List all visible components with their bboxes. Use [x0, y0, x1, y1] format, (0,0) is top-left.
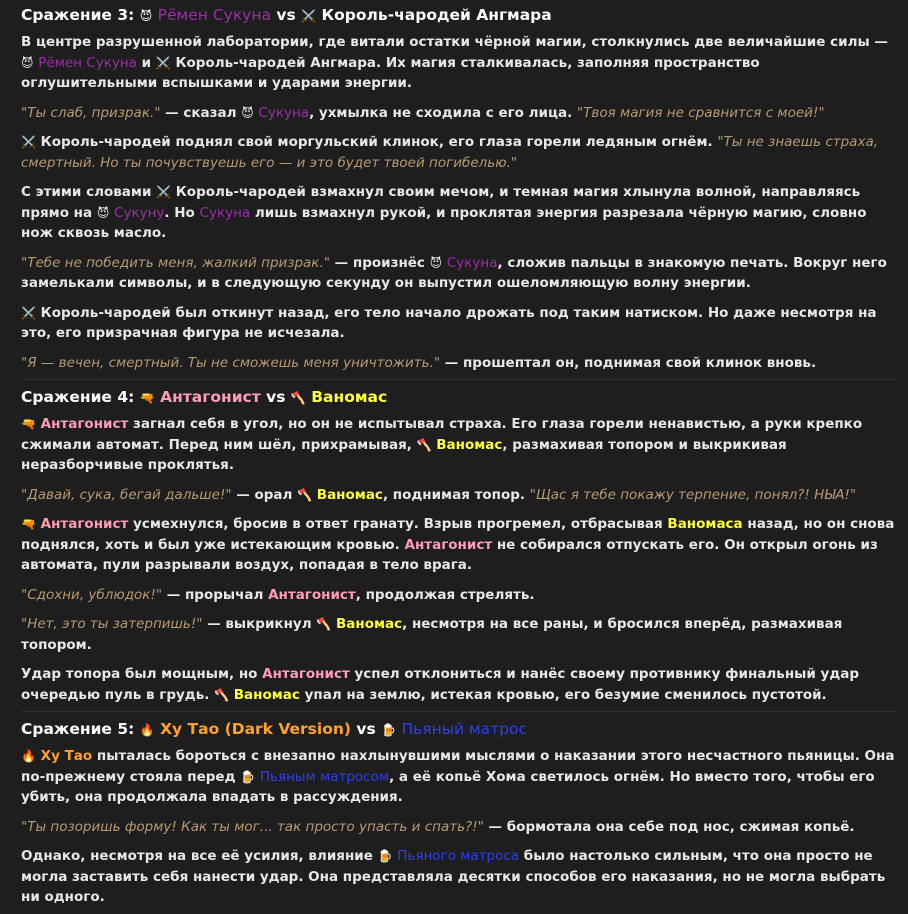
- quote-text: "Ты не знаешь страха, смертный. Но ты почувствуешь его — и это будет твоей погибелью.": [21, 134, 879, 171]
- text-run: и: [136, 54, 156, 71]
- story-paragraph: [21, 253, 898, 294]
- battle-section: [21, 379, 898, 711]
- axe-icon: 🪓: [416, 437, 432, 452]
- story-paragraph: [21, 746, 898, 808]
- text-run: — орал: [231, 486, 298, 503]
- text-run: vs: [351, 720, 382, 738]
- text-run: Король-чародей Ангмара. Их магия сталкивалась, заполняя пространство оглушительными вспышками и ударами энергии.: [21, 54, 760, 91]
- quote-text: "Сдохни, ублюдок!": [21, 586, 163, 603]
- text-run: В центре разрушенной лаборатории, где витали остатки чёрной магии, столкнулись две величайшие силы —: [21, 34, 888, 50]
- character-name: Сукуна: [446, 254, 498, 271]
- quote-text: "Давай, сука, бегай дальше!": [21, 486, 232, 503]
- character-name: Ваномас: [233, 686, 300, 703]
- text-run: Однако, несмотря на все её усилия, влияние: [21, 848, 378, 864]
- text-run: , продолжая стрелять.: [355, 586, 535, 603]
- text-run: vs: [271, 6, 302, 24]
- text-run: , поднимая топор.: [382, 486, 530, 503]
- character-name: Пьяным матросом: [259, 768, 390, 785]
- gun-icon: 🔫: [21, 417, 36, 431]
- battle-title: [21, 386, 898, 409]
- text-run: было настолько сильным, что она просто не могла заставить себя нанести удар. Она представляла десятки способов его наказания, но не могла выбрать ни одного.: [21, 848, 886, 905]
- text-run: не собирался отпускать его. Он открыл огонь из автомата, пули разрывали воздух, попадая в тело врага.: [21, 536, 878, 573]
- devil-icon: 😈: [21, 55, 34, 70]
- beer-icon: 🍺: [381, 723, 397, 737]
- character-name: Ваномас: [311, 388, 388, 406]
- text-run: назад, но он снова поднялся, хоть и был уже истекающим кровью.: [21, 516, 895, 553]
- text-run: Король-чародей Ангмара: [316, 6, 552, 24]
- story-paragraph: [21, 485, 898, 506]
- text-run: упал на землю, истекая кровью, его безумие сменилось пустотой.: [299, 686, 827, 703]
- story-paragraph: [21, 132, 898, 173]
- beer-icon: 🍺: [240, 769, 256, 784]
- character-name: Антагонист: [40, 516, 129, 532]
- beer-icon: 🍺: [377, 849, 393, 863]
- character-name: Пьяный матрос: [401, 720, 528, 738]
- story-paragraph: [21, 353, 898, 374]
- story-paragraph: [21, 303, 898, 344]
- quote-text: "Нет, это ты затерпишь!": [21, 616, 203, 632]
- text-run: , ухмылка не сходила с его лица.: [309, 104, 577, 121]
- character-name: Антагонист: [268, 586, 356, 603]
- story-paragraph: [21, 414, 898, 476]
- character-name: Сукуна: [199, 204, 251, 221]
- character-name: Сукуну: [114, 204, 165, 221]
- text-run: Сражение 3:: [21, 6, 140, 24]
- axe-icon: 🪓: [316, 617, 332, 631]
- crossed-swords-icon: ⚔️: [301, 9, 317, 23]
- text-run: Король-чародей был откинут назад, его тело начало дрожать под таким натиском. Но даже несмотря на это, его призрачная фигура не исчезала.: [21, 304, 877, 341]
- story-paragraph: [21, 817, 898, 838]
- character-name: Ху Тао: [40, 748, 93, 764]
- text-run: — бормотала она себе под нос, сжимая копьё.: [483, 818, 855, 835]
- text-run: , несмотря на все раны, и бросился вперёд, размахивая топором.: [21, 616, 843, 653]
- crossed-swords-icon: ⚔️: [155, 55, 171, 70]
- text-run: С этими словами: [21, 184, 157, 200]
- text-run: — произнёс: [329, 254, 430, 271]
- text-run: — прошептал он, поднимая свой клинок вновь.: [440, 354, 817, 371]
- text-run: усмехнулся, бросив в ответ гранату. Взрыв прогремел, отбрасывая: [128, 516, 668, 532]
- text-run: успел отклониться и нанёс своему противнику финальный удар очередью пуль в грудь.: [21, 666, 860, 703]
- crossed-swords-icon: ⚔️: [156, 185, 172, 199]
- text-run: Король-чародей взмахнул своим мечом, и темная магия хлынула волной, направляясь прямо на: [21, 184, 861, 221]
- character-name: Рёмен Сукуна: [157, 6, 271, 24]
- quote-text: "Я — вечен, смертный. Ты не сможешь меня уничтожить.": [21, 354, 441, 371]
- character-name: Пьяного матроса: [397, 848, 520, 864]
- quote-text: "Щас я тебе покажу терпение, понял?! НЫА!": [529, 486, 857, 503]
- battle-title: [21, 718, 898, 741]
- character-name: Антагонист: [404, 536, 493, 553]
- character-name: Ху Тао (Dark Version): [160, 720, 351, 738]
- text-run: Удар топора был мощным, но: [21, 666, 263, 682]
- text-run: — сказал: [160, 104, 242, 121]
- devil-icon: 😈: [96, 205, 110, 220]
- text-run: . Но: [164, 204, 200, 221]
- gun-icon: 🔫: [21, 517, 36, 531]
- story-paragraph: [21, 514, 898, 576]
- axe-icon: 🪓: [290, 391, 306, 405]
- devil-icon: 😈: [429, 255, 443, 270]
- text-run: Король-чародей поднял свой моргульский клинок, его глаза горели ледяным огнём.: [35, 134, 718, 150]
- story-paragraph: [21, 846, 898, 908]
- story-paragraph: [21, 585, 898, 606]
- gun-icon: 🔫: [139, 391, 155, 405]
- crossed-swords-icon: ⚔️: [21, 135, 36, 149]
- text-run: Сражение 4:: [21, 388, 140, 406]
- quote-text: "Твоя магия не сравнится с моей!": [576, 104, 825, 121]
- devil-icon: 😈: [139, 9, 153, 23]
- axe-icon: 🪓: [297, 487, 313, 502]
- character-name: Ваномас: [335, 616, 403, 632]
- text-run: — прорычал: [162, 586, 269, 603]
- text-run: — выкрикнул: [202, 616, 317, 632]
- character-name: Антагонист: [40, 416, 129, 432]
- character-name: Рёмен Сукуна: [38, 54, 137, 71]
- battle-section: [21, 711, 898, 914]
- story-paragraph: [21, 182, 898, 244]
- text-run: vs: [260, 388, 291, 406]
- character-name: Антагонист: [160, 388, 261, 406]
- text-run: , а её копьё Хома светилось огнём. Но вместо того, чтобы его убить, она продолжала впадать в рассуждения.: [21, 768, 875, 805]
- devil-icon: 😈: [241, 105, 254, 120]
- fire-icon: 🔥: [21, 749, 36, 763]
- battle-title: [21, 4, 898, 27]
- character-name: Сукуна: [258, 104, 310, 121]
- fire-icon: 🔥: [139, 723, 155, 737]
- text-run: , размахивая топором и выкрикивая неразборчивые проклятья.: [21, 436, 787, 473]
- story-paragraph: [21, 614, 898, 655]
- character-name: Антагонист: [262, 666, 350, 682]
- quote-text: "Тебе не победить меня, жалкий призрак.": [21, 254, 330, 271]
- story-paragraph: [21, 664, 898, 705]
- character-name: Ваномаса: [667, 516, 743, 532]
- axe-icon: 🪓: [214, 687, 230, 702]
- text-run: Сражение 5:: [21, 720, 140, 738]
- crossed-swords-icon: ⚔️: [21, 305, 36, 320]
- character-name: Ваномас: [436, 436, 503, 453]
- text-run: лишь взмахнул рукой, и проклятая энергия разрезала чёрную магию, словно нож сквозь масло.: [21, 204, 867, 241]
- story-paragraph: [21, 103, 898, 124]
- character-name: Ваномас: [316, 486, 383, 503]
- quote-text: "Ты слаб, призрак.": [21, 104, 161, 121]
- text-run: , сложив пальцы в знакомую печать. Вокруг него замелькали символы, и в следующую секунду он выпустил ошеломляющую волну энергии.: [21, 254, 887, 291]
- battle-section: [21, 4, 898, 379]
- story-paragraph: [21, 32, 898, 94]
- text-run: загнал себя в угол, но он не испытывал страха. Его глаза горели ненавистью, а руки крепко сжимали автомат. Перед ним шёл, прихрамывая,: [21, 416, 863, 453]
- text-run: пыталась бороться с внезапно нахлынувшими мыслями о наказании этого несчастного пьяницы. Она по-прежнему стояла перед: [21, 748, 895, 785]
- quote-text: "Ты позоришь форму! Как ты мог... так просто упасть и спать?!": [21, 818, 484, 835]
